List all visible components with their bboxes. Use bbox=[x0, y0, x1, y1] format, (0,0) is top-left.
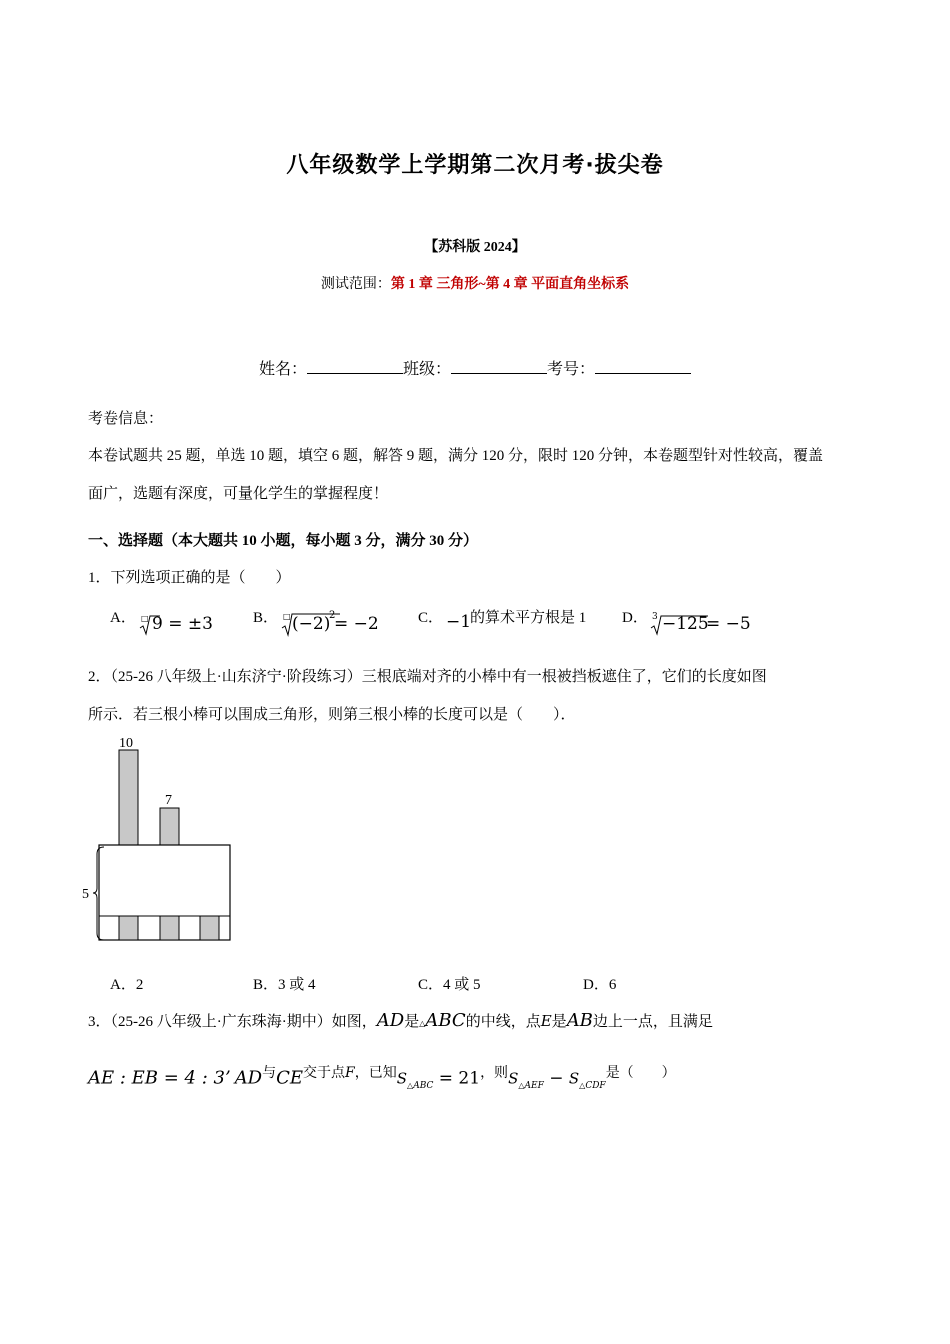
exam-no-blank[interactable] bbox=[595, 359, 691, 374]
question-3-line-2: AE : EB = 4 : 3’ $AD^与CE^{交于点F,已知}S_{\triangle ABC} = 21^{,则}S_{\triangle AEF} - S_{\triangle CDF}^{是( )}$ bbox=[88, 1065, 676, 1091]
q3-minus: − bbox=[543, 1068, 569, 1089]
q3-ad: AD bbox=[376, 1010, 405, 1031]
q3-is: 是 bbox=[404, 1014, 420, 1030]
q1-option-b: B． bbox=[253, 610, 279, 626]
page-title: 八年级数学上学期第二次月考·拔尖卷 bbox=[286, 153, 664, 178]
stick-hidden-bottom bbox=[200, 916, 219, 940]
q3-eq21: = 21 bbox=[433, 1068, 481, 1089]
label-5: 5 bbox=[82, 887, 89, 902]
q3-ad2: AD bbox=[234, 1067, 263, 1089]
name-blank[interactable] bbox=[307, 359, 403, 374]
q3-rest: 边上一点，且满足 bbox=[592, 1014, 713, 1030]
q3-sub-cdf: CDF bbox=[585, 1080, 606, 1091]
q3-sub-aef: AEF bbox=[524, 1080, 544, 1091]
name-label: 姓名： bbox=[258, 361, 307, 378]
q3-then: ，则 bbox=[480, 1066, 509, 1081]
svg-text:□: □ bbox=[283, 612, 291, 621]
q3-with: 与 bbox=[262, 1066, 277, 1081]
q2-sticks-figure bbox=[80, 730, 250, 945]
q3-prefix: 3．（25-26 八年级上·广东珠海·期中）如图， bbox=[88, 1014, 377, 1030]
stick-7-bottom bbox=[160, 916, 179, 940]
q3-sub-abc: ABC bbox=[413, 1080, 434, 1091]
q3-s-aef: S bbox=[508, 1069, 519, 1088]
label-10: 10 bbox=[119, 736, 133, 751]
q2-option-a: A．2 bbox=[110, 977, 144, 993]
test-scope bbox=[0, 273, 950, 293]
q1-c-text: 的算术平方根是 1 bbox=[470, 610, 587, 626]
exam-no-label: 考号： bbox=[547, 361, 596, 378]
triangle-icon: △ bbox=[419, 1019, 426, 1028]
info-line-2: 面广，选题有深度，可量化学生的掌握程度！ bbox=[88, 486, 389, 502]
q1-b-rhs: = −2 bbox=[334, 614, 379, 634]
q1-d-index: 3 bbox=[652, 612, 658, 622]
scope-prefix: 测试范围： bbox=[320, 277, 391, 292]
q2-option-d: D．6 bbox=[583, 977, 617, 993]
q1-a-expr: 9 = ±3 bbox=[152, 614, 213, 634]
question-2-line-2: 所示．若三根小棒可以围成三角形，则第三根小棒的长度可以是（ ）． bbox=[88, 707, 576, 723]
info-line-1: 本卷试题共 25 题，单选 10 题，填空 6 题，解答 9 题，满分 120 分，限时 120 分钟，本卷题型针对性较高，覆盖 bbox=[88, 448, 824, 464]
q1-option-a bbox=[110, 606, 136, 627]
student-info-fields bbox=[0, 356, 950, 379]
q1-option-c: C． bbox=[418, 610, 444, 626]
question-3-line-1 bbox=[88, 1010, 713, 1031]
q1-d-expr: −125 bbox=[662, 614, 709, 634]
section-heading: 一、选择题（本大题共 10 小题，每小题 3 分，满分 30 分） bbox=[88, 533, 479, 549]
q3-ce: CE bbox=[276, 1067, 304, 1089]
svg-text:□: □ bbox=[141, 614, 149, 623]
stick-7 bbox=[160, 808, 179, 845]
q3-s-cdf: S bbox=[568, 1069, 580, 1088]
q2-option-b: B．3 或 4 bbox=[253, 977, 316, 993]
q3-known: ，已知 bbox=[354, 1066, 397, 1081]
q3-ab: AB bbox=[566, 1010, 593, 1031]
q3-abc: ABC bbox=[425, 1010, 466, 1031]
q3-is2: 是 bbox=[551, 1014, 567, 1030]
edition-label: 【苏科版 2024】 bbox=[424, 240, 526, 255]
q1-option-d: D． bbox=[622, 610, 648, 626]
q1-b-exponent: 2 bbox=[329, 610, 336, 621]
q1-a-label: A． bbox=[110, 610, 136, 626]
q3-e: E bbox=[540, 1012, 552, 1030]
q3-end: 是（ ） bbox=[605, 1066, 676, 1081]
class-label: 班级： bbox=[402, 361, 451, 378]
q3-comma: ’ bbox=[224, 1067, 231, 1089]
q3-intersect: 交于点 bbox=[303, 1066, 346, 1081]
question-2-line-1: 2．（25-26 八年级上·山东济宁·阶段练习）三根底端对齐的小棒中有一根被挡板遮住了，它们的长度如图 bbox=[88, 669, 767, 685]
stick-10-bottom bbox=[119, 916, 138, 940]
scope-range: 第 1 章 三角形~第 4 章 平面直角坐标系 bbox=[390, 277, 630, 292]
q1-d-rhs: = −5 bbox=[706, 614, 751, 634]
question-1-stem: 1．下列选项正确的是（ ） bbox=[88, 570, 291, 586]
q2-option-c: C．4 或 5 bbox=[418, 977, 481, 993]
q1-c-expr: −1 bbox=[446, 612, 472, 632]
q3-ratio: AE : EB = 4 : 3 bbox=[88, 1067, 225, 1089]
stick-10 bbox=[119, 750, 138, 845]
q3-median: 的中线，点 bbox=[465, 1014, 541, 1030]
info-heading: 考卷信息： bbox=[88, 411, 164, 427]
q3-f: F bbox=[345, 1065, 355, 1081]
q3-s-abc: S bbox=[396, 1069, 408, 1088]
q1-b-expr: (−2) bbox=[292, 614, 331, 634]
class-blank[interactable] bbox=[451, 359, 547, 374]
label-7: 7 bbox=[165, 793, 172, 808]
